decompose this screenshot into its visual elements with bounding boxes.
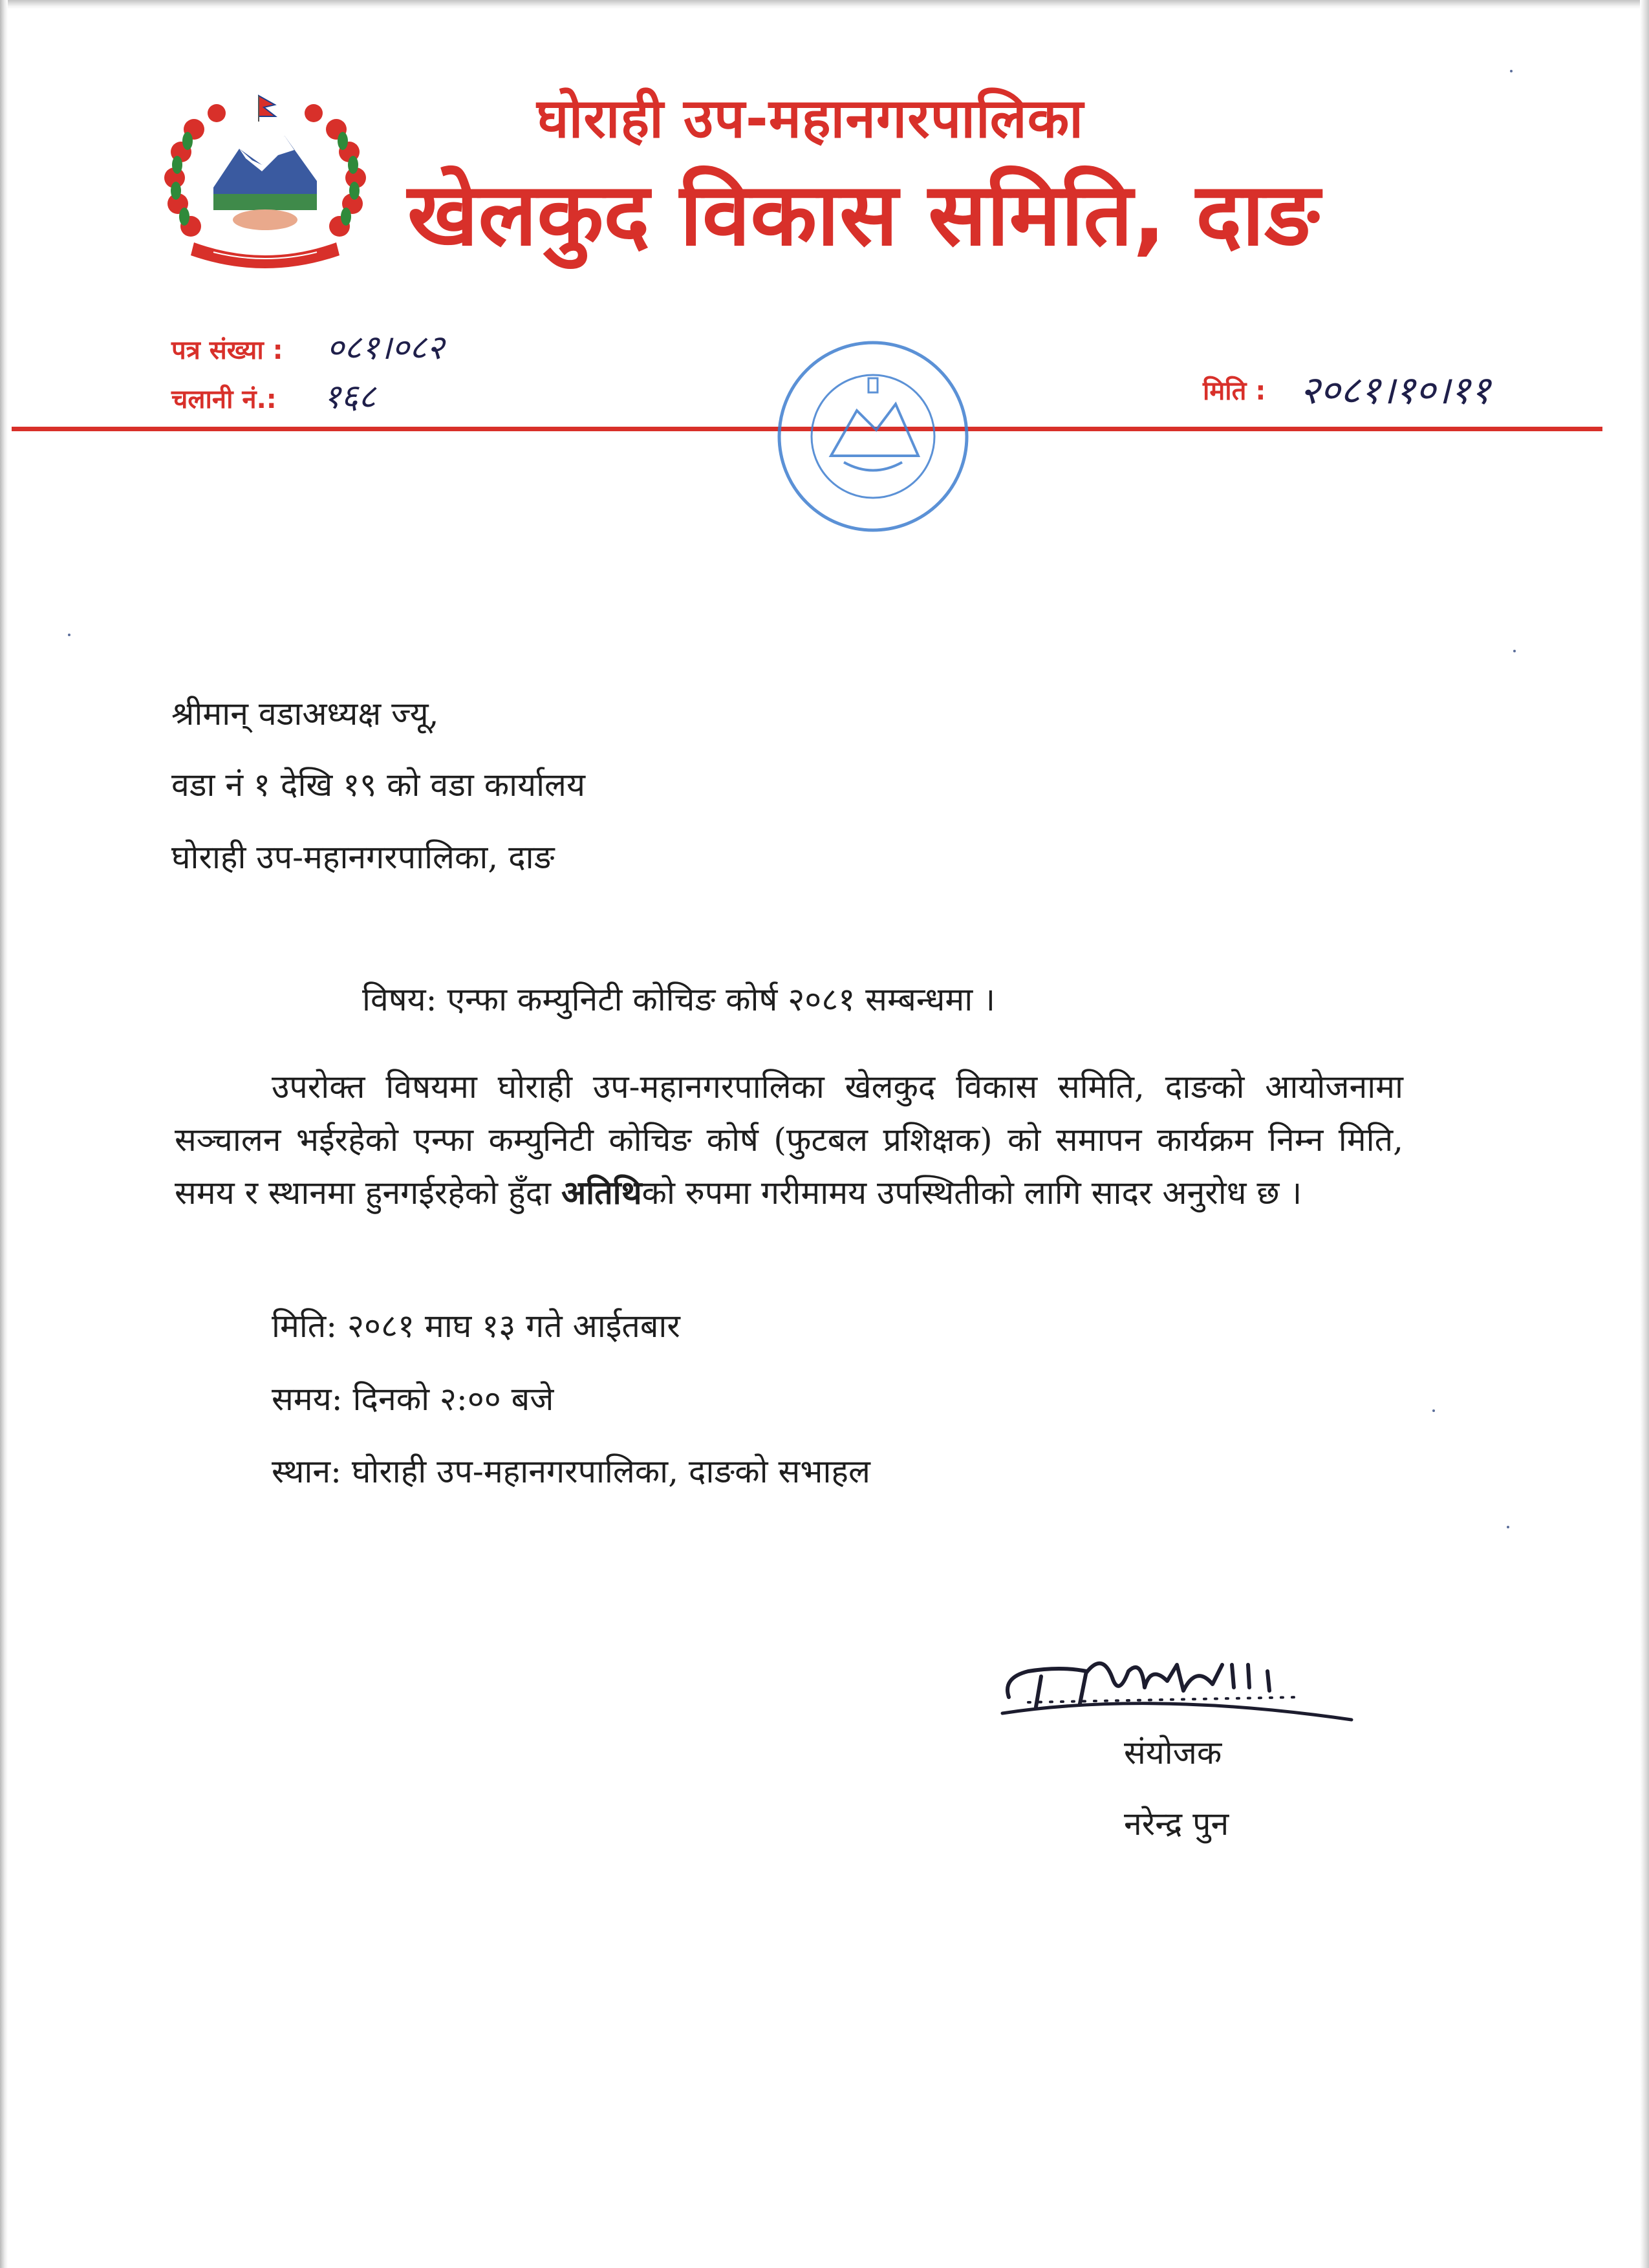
official-seal-stamp [753, 333, 993, 540]
body-text-part-2: को रुपमा गरीमामय उपस्थितीको लागि सादर अनुरोध छ । [641, 1174, 1302, 1212]
scan-edge-right [1640, 0, 1649, 2268]
committee-name: खेलकुद विकास समिति, दाङ [407, 164, 1320, 265]
office-name: घोराही उप-महानगरपालिका [537, 87, 1084, 150]
scan-speck [1510, 70, 1513, 72]
letter-no-label: पत्र संख्या : [171, 336, 283, 365]
scan-edge-left [0, 0, 8, 2268]
nepal-government-emblem-icon [155, 91, 375, 278]
scan-speck [68, 634, 70, 636]
signatory-name: नरेन्द्र पुन [1124, 1805, 1229, 1843]
addressee-line-2: वडा नं १ देखि १९ को वडा कार्यालय [171, 766, 585, 804]
event-date: मिति: २०८१ माघ १३ गते आईतबार [272, 1307, 680, 1345]
subject-line: विषय: एन्फा कम्युनिटी कोचिङ कोर्ष २०८१ सम्बन्धमा । [362, 981, 996, 1018]
event-venue: स्थान: घोराही उप-महानगरपालिका, दाङको सभाहल [272, 1453, 870, 1490]
body-paragraph [175, 1060, 1403, 1219]
addressee-line-3: घोराही उप-महानगरपालिका, दाङ [171, 839, 555, 876]
scan-speck [1513, 650, 1516, 652]
event-time: समय: दिनको २:०० बजे [272, 1380, 554, 1418]
scan-edge-top [0, 0, 1649, 9]
scan-speck [1507, 1526, 1509, 1528]
addressee-line-1: श्रीमान् वडाअध्यक्ष ज्यू, [171, 695, 439, 733]
body-text-part-1: उपरोक्त विषयमा घोराही उप-महानगरपालिका खेलकुद विकास समिति, दाङको आयोजनामा सञ्चालन भईरहेको एन्फा कम्युनिटी कोचिङ कोर्ष (फुटबल प्रशिक्षक) को समापन कार्यक्रम निम्न मिति, समय र स्थानमा हुनगईरहेको हुँदा [175, 1068, 1403, 1212]
dispatch-no-label: चलानी नं.: [171, 385, 277, 414]
body-bold-word: अतिथि [561, 1173, 642, 1212]
date-label: मिति : [1203, 376, 1266, 406]
handwritten-signature-icon [989, 1626, 1403, 1736]
scan-speck [1432, 1409, 1435, 1412]
date-value: २०८१।१०।११ [1300, 368, 1491, 413]
letter-no-value: ०८१।०८२ [327, 328, 444, 367]
signatory-title: संयोजक [1124, 1734, 1222, 1771]
dispatch-no-value: १६८ [323, 378, 376, 416]
